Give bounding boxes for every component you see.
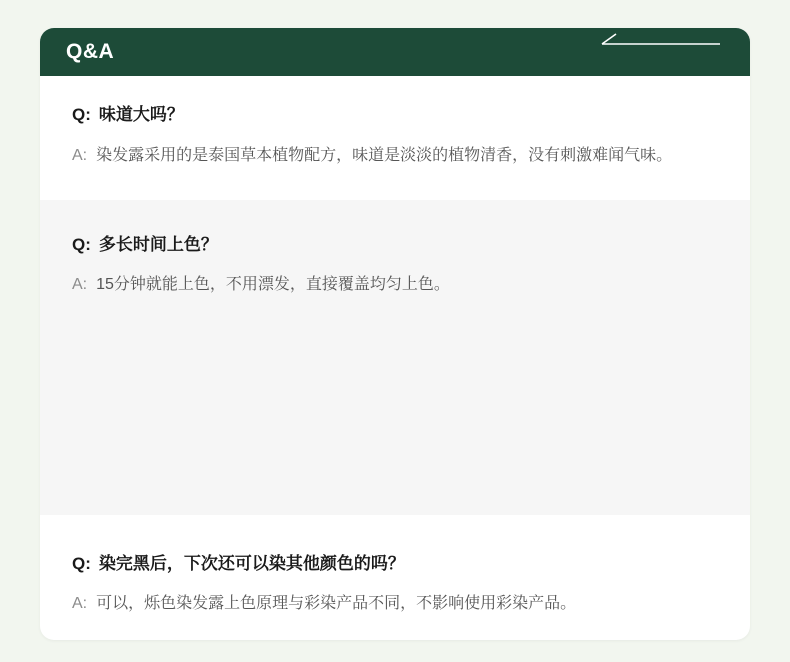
answer-text: 可以，烁色染发露上色原理与彩染产品不同，不影响使用彩染产品。: [96, 595, 577, 612]
qa-card-header: [40, 28, 750, 76]
qa-item: [40, 76, 750, 200]
answer-line: [72, 590, 718, 618]
question-text: 味道大吗？: [98, 105, 184, 124]
answer-label: A:: [72, 276, 88, 293]
question-label: Q:: [72, 105, 91, 124]
arrow-line-icon: [594, 28, 724, 76]
qa-item: [40, 200, 750, 515]
answer-label: A:: [72, 146, 88, 164]
question-text: 染完黑后，下次还可以染其他颜色的吗？: [98, 553, 405, 573]
question-line: [72, 102, 718, 128]
question-line: [72, 551, 718, 577]
question-line: [72, 232, 718, 258]
answer-label: A:: [72, 595, 88, 612]
answer-text: 染发露采用的是泰国草本植物配方，味道是淡淡的植物清香，没有刺激难闻气味。: [96, 146, 673, 164]
answer-text: 15分钟就能上色，不用漂发，直接覆盖均匀上色。: [96, 276, 450, 293]
qa-list: [40, 76, 750, 640]
qa-card: [40, 28, 750, 640]
question-text: 多长时间上色？: [98, 234, 218, 254]
answer-line: [72, 271, 718, 299]
question-label: Q:: [72, 234, 91, 254]
question-label: Q:: [72, 553, 91, 573]
answer-line: [72, 142, 718, 170]
qa-item: [40, 515, 750, 641]
page-title: Q&A: [66, 40, 115, 63]
